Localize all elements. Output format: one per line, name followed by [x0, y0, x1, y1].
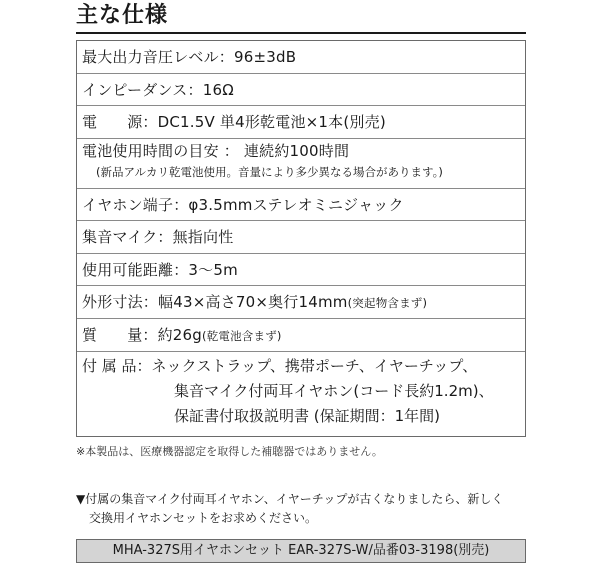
spec-accessories-label: 付 属 品： — [82, 357, 152, 375]
spec-row-microphone — [77, 221, 525, 254]
spec-distance: 使用可能距離：3〜5m — [82, 261, 238, 279]
spec-dimensions — [82, 286, 525, 319]
spec-weight-note: (乾電池含まず) — [202, 329, 282, 343]
spec-dimensions-main: 外形寸法：幅43×高さ70×奥行14mm — [82, 293, 348, 311]
spec-power-value: ：DC1.5V 単4形乾電池×1本(別売) — [142, 113, 386, 131]
spec-row-impedance — [77, 74, 525, 106]
spec-power-label-b: 源 — [127, 113, 143, 131]
spec-row-battery — [77, 139, 525, 189]
spec-weight-label-a: 質 — [82, 326, 98, 344]
replacement-product-box: MHA-327S用イヤホンセット EAR-327S-W/品番03-3198(別売) — [76, 539, 526, 563]
replacement-notice-line1: ▼付属の集音マイク付両耳イヤホン、イヤーチップが古くなりましたら、新しく — [76, 492, 504, 506]
spec-battery-note: (新品アルカリ乾電池使用。音量により多少異なる場合があります。) — [96, 165, 443, 179]
spec-accessories-line3: 保証書付取扱説明書 (保証期間：1年間) — [174, 407, 441, 425]
spec-row-distance — [77, 254, 525, 286]
spec-power-label-a: 電 — [82, 113, 98, 131]
spec-row-dimensions — [77, 286, 525, 319]
spec-microphone: 集音マイク：無指向性 — [82, 228, 234, 246]
spec-row-power — [77, 106, 525, 139]
spec-accessories-line1: 付 属 品：ネックストラップ、携帯ポーチ、イヤーチップ、 — [82, 357, 478, 375]
spec-table — [76, 40, 526, 437]
page-title: 主な仕様 — [76, 3, 169, 28]
spec-weight — [82, 319, 525, 352]
spec-impedance: インピーダンス：16Ω — [82, 81, 234, 99]
replacement-notice — [76, 490, 503, 528]
spec-power — [82, 106, 525, 138]
spec-dimensions-note: (突起物含まず) — [347, 296, 428, 310]
spec-row-earphone-jack — [77, 189, 525, 221]
spec-accessories-line2: 集音マイク付両耳イヤホン(コード長約1.2m)、 — [174, 382, 494, 400]
spec-row-weight — [77, 319, 525, 352]
spec-weight-label-b: 量 — [127, 326, 143, 344]
spec-weight-value: ：約26g — [142, 326, 203, 344]
replacement-notice-line2: 交換用イヤホンセットをお求めください。 — [89, 511, 318, 525]
spec-earphone-jack: イヤホン端子：φ3.5mmステレオミニジャック — [82, 196, 404, 214]
spec-battery: 電池使用時間の目安 ： 連続約100時間 — [82, 142, 350, 160]
spec-output-level: 最大出力音圧レベル：96±3dB — [82, 48, 297, 66]
medical-device-note: ※本製品は、医療機器認定を取得した補聴器ではありません。 — [76, 445, 383, 458]
spec-row-output-level — [77, 41, 525, 74]
title-underline — [76, 32, 526, 34]
spec-row-accessories — [77, 354, 525, 436]
